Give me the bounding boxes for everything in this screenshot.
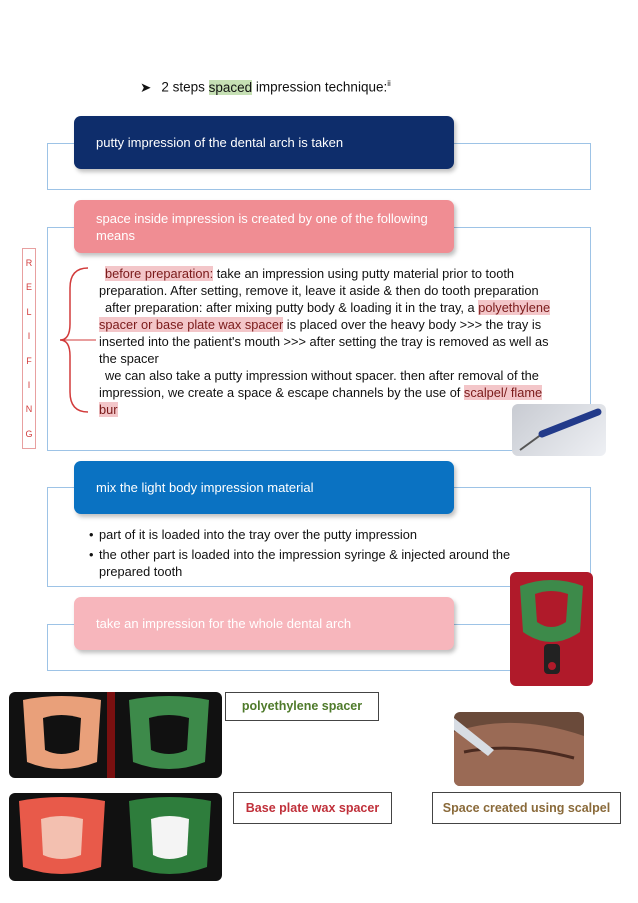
wax-spacer-photo	[9, 793, 222, 881]
list-item: • part of it is loaded into the tray over the putty impression	[89, 527, 417, 542]
curly-brace	[58, 264, 98, 416]
wax-caption: Base plate wax spacer	[233, 792, 392, 824]
impression-tray-photo	[510, 572, 593, 686]
polyethylene-spacer-photo	[9, 692, 222, 778]
step1-header: putty impression of the dental arch is taken	[74, 116, 454, 169]
step4-header: take an impression for the whole dental arch	[74, 597, 454, 650]
scalpel-space-photo	[454, 712, 584, 786]
step3-header: mix the light body impression material	[74, 461, 454, 514]
before-prep-paragraph: before preparation: take an impression using putty material prior to tooth preparation. After setting, remove it, leave it aside & then do tooth preparation	[99, 266, 539, 298]
scalpel-paragraph: we can also take a putty impression without spacer. then after removal of the impression, we create a space & escape channels by the use of scalpel/ flame bur	[99, 368, 543, 417]
arrow-bullet-icon: ➤	[140, 79, 152, 95]
polyethylene-caption: polyethylene spacer	[225, 692, 379, 721]
step2-content	[99, 265, 559, 418]
citation-superscript: ii	[387, 79, 391, 88]
step2-header: space inside impression is created by one of the following means	[74, 200, 454, 253]
instrument-photo	[512, 404, 606, 456]
relifing-label: R E L I F I N G	[22, 248, 36, 449]
after-prep-paragraph: after preparation: after mixing putty body & loading it in the tray, a polyethylene spacer or base plate wax spacer is placed over the heavy body >>> the tray is inserted into the patient's mouth >>> after setting the tray is removed as well as the spacer	[99, 300, 551, 366]
section-heading: ➤ 2 steps spaced impression technique:$^{ii}$	[140, 79, 391, 95]
list-item: • the other part is loaded into the impression syringe & injected around the prepared tooth	[89, 547, 511, 579]
scalpel-caption: Space created using scalpel	[432, 792, 621, 824]
heading-highlight: spaced	[208, 79, 253, 95]
step3-bullets	[89, 526, 539, 580]
